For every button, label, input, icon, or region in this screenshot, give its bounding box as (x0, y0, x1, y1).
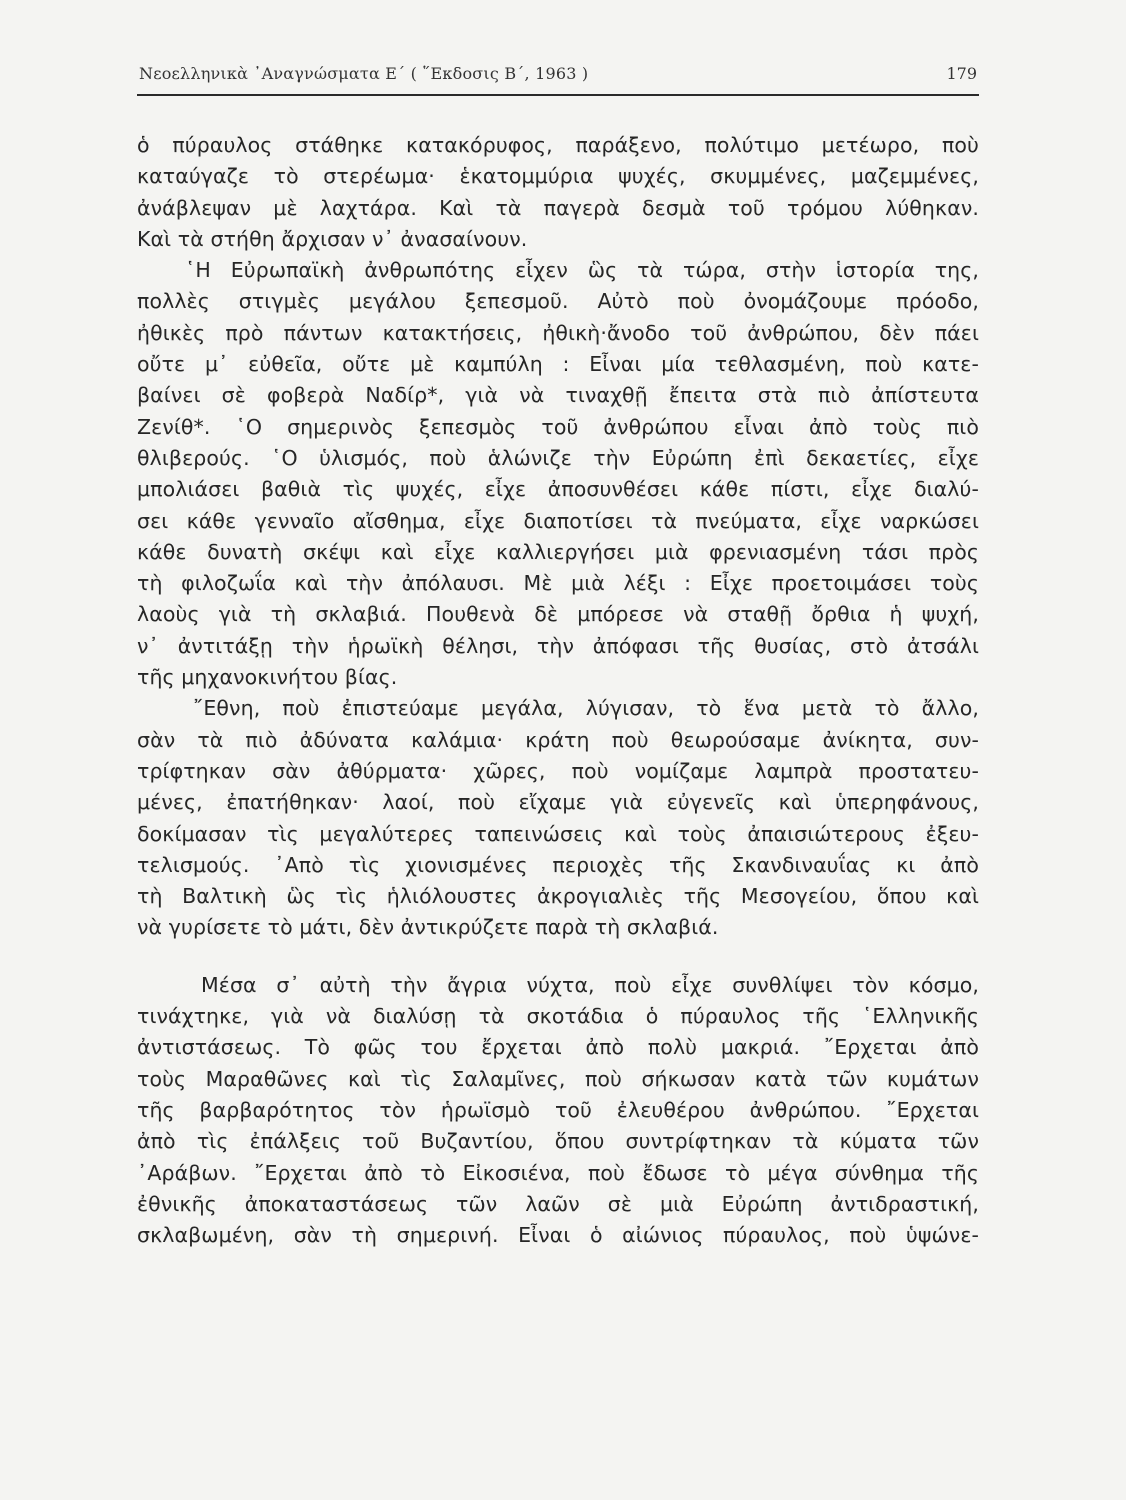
text-line: ἀνάβλεψαν μὲ λαχτάρα. Καὶ τὰ παγερὰ δεσμὰ τοῦ τρόμου λύθηκαν. (137, 195, 979, 220)
text-line: λαοὺς γιὰ τὴ σκλαβιά. Πουθενὰ δὲ μπόρεσε νὰ σταθῇ ὄρθια ἡ ψυχή, (137, 602, 979, 627)
text-line: τὴ φιλοζωΐα καὶ τὴν ἀπόλαυσι. Μὲ μιὰ λέξι : Εἶχε προετοιμάσει τοὺς (137, 571, 979, 596)
text-line: μένες, ἐπατήθηκαν· λαοί, ποὺ εἴχαμε γιὰ εὐγενεῖς καὶ ὑπερηφάνους, (137, 790, 979, 815)
text-line: ἠθικὲς πρὸ πάντων κατακτήσεις, ἠθικὴ·ἄνοδο τοῦ ἀνθρώπου, δὲν πάει (137, 320, 979, 345)
page-number: 179 (946, 64, 977, 83)
text-line: ὁ πύραυλος στάθηκε κατακόρυφος, παράξενο, πολύτιμο μετέωρο, ποὺ (137, 133, 979, 157)
text-line: ἐθνικῆς ἀποκαταστάσεως τῶν λαῶν σὲ μιὰ Εὐρώπη ἀντιδραστική, (137, 1191, 979, 1216)
body-text (137, 130, 979, 1251)
text-line: σκλαβωμένη, σὰν τὴ σημερινή. Εἶναι ὁ αἰώνιος πύραυλος, ποὺ ὑψώνε- (137, 1223, 979, 1248)
text-line: σὰν τὰ πιὸ ἀδύνατα καλάμια· κράτη ποὺ θεωρούσαμε ἀνίκητα, συν- (137, 727, 979, 752)
text-line: βαίνει σὲ φοβερὰ Ναδίρ*, γιὰ νὰ τιναχθῇ ἔπειτα στὰ πιὸ ἀπίστευτα (137, 383, 979, 408)
text-line: ν᾿ ἀντιτάξῃ τὴν ἡρωϊκὴ θέλησι, τὴν ἀπόφασι τῆς θυσίας, στὸ ἀτσάλι (137, 633, 979, 658)
text-line: ἀπὸ τὶς ἐπάλξεις τοῦ Βυζαντίου, ὅπου συντρίφτηκαν τὰ κύματα τῶν (137, 1129, 979, 1154)
text-line: τῆς βαρβαρότητος τὸν ἡρωϊσμὸ τοῦ ἐλευθέρου ἀνθρώπου. ῎Ερχεται (137, 1097, 979, 1122)
text-line: κάθε δυνατὴ σκέψι καὶ εἶχε καλλιεργήσει μιὰ φρενιασμένη τάσι πρὸς (137, 539, 979, 564)
text-line: μπολιάσει βαθιὰ τὶς ψυχές, εἶχε ἀποσυνθέσει κάθε πίστι, εἶχε διαλύ- (137, 477, 979, 502)
text-line: σει κάθε γενναῖο αἴσθημα, εἶχε διαποτίσει τὰ πνεύματα, εἶχε ναρκώσει (137, 508, 979, 533)
text-line: Καὶ τὰ στήθη ἄρχισαν ν᾿ ἀνασαίνουν. (137, 226, 528, 251)
text-line: ῾Η Εὐρωπαϊκὴ ἀνθρωπότης εἶχεν ὣς τὰ τώρα, στὴν ἱστορία της, (185, 258, 979, 283)
text-line: καταύγαζε τὸ στερέωμα· ἑκατομμύρια ψυχές, σκυμμένες, μαζεμμένες, (137, 164, 979, 189)
text-line: τινάχτηκε, γιὰ νὰ διαλύσῃ τὰ σκοτάδια ὁ πύραυλος τῆς ῾Ελληνικῆς (137, 1004, 979, 1029)
text-line: τελισμούς. ᾿Απὸ τὶς χιονισμένες περιοχὲς τῆς Σκανδιναυΐας κι ἀπὸ (137, 852, 979, 877)
text-line: τρίφτηκαν σὰν ἀθύρματα· χῶρες, ποὺ νομίζαμε λαμπρὰ προστατευ- (137, 758, 979, 783)
text-line: τὴ Βαλτικὴ ὣς τὶς ἡλιόλουστες ἀκρογιαλιὲς τῆς Μεσογείου, ὅπου καὶ (137, 884, 979, 909)
section-gap (137, 944, 979, 970)
text-line: θλιβερούς. ῾Ο ὑλισμός, ποὺ ἁλώνιζε τὴν Εὐρώπη ἐπὶ δεκαετίες, εἶχε (137, 445, 979, 470)
text-line: πολλὲς στιγμὲς μεγάλου ξεπεσμοῦ. Αὐτὸ ποὺ ὀνομάζουμε πρόοδο, (137, 289, 979, 314)
text-line: ᾿Αράβων. ῎Ερχεται ἀπὸ τὸ Εἰκοσιένα, ποὺ ἔδωσε τὸ μέγα σύνθημα τῆς (137, 1160, 979, 1185)
text-line: Μέσα σ᾿ αὐτὴ τὴν ἄγρια νύχτα, ποὺ εἶχε συνθλίψει τὸν κόσμο, (201, 972, 979, 997)
text-line: οὔτε μ᾿ εὐθεῖα, οὔτε μὲ καμπύλη : Εἶναι μία τεθλασμένη, ποὺ κατε- (137, 352, 979, 377)
paragraph-3 (137, 693, 979, 943)
page-header (137, 60, 979, 96)
paragraph-2 (137, 255, 979, 693)
text-line: ἀντιστάσεως. Τὸ φῶς του ἔρχεται ἀπὸ πολὺ μακριά. ῎Ερχεται ἀπὸ (137, 1035, 979, 1060)
text-line: Ζενίθ*. ῾Ο σημερινὸς ξεπεσμὸς τοῦ ἀνθρώπου εἶναι ἀπὸ τοὺς πιὸ (137, 414, 979, 439)
text-line: τοὺς Μαραθῶνες καὶ τὶς Σαλαμῖνες, ποὺ σήκωσαν κατὰ τῶν κυμάτων (137, 1066, 979, 1091)
paragraph-4 (137, 970, 979, 1252)
text-line: τῆς μηχανοκινήτου βίας. (137, 665, 398, 690)
running-title: Νεοελληνικὰ ᾿Αναγνώσματα Ε΄ ( ῞Εκδοσις Β΄, 1963 ) (139, 64, 589, 83)
text-line: ῎Εθνη, ποὺ ἐπιστεύαμε μεγάλα, λύγισαν, τὸ ἕνα μετὰ τὸ ἄλλο, (193, 696, 979, 721)
text-line: δοκίμασαν τὶς μεγαλύτερες ταπεινώσεις καὶ τοὺς ἀπαισιώτερους ἐξευ- (137, 821, 979, 846)
text-line: νὰ γυρίσετε τὸ μάτι, δὲν ἀντικρύζετε παρὰ τὴ σκλαβιά. (137, 915, 719, 940)
paragraph-1 (137, 130, 979, 255)
